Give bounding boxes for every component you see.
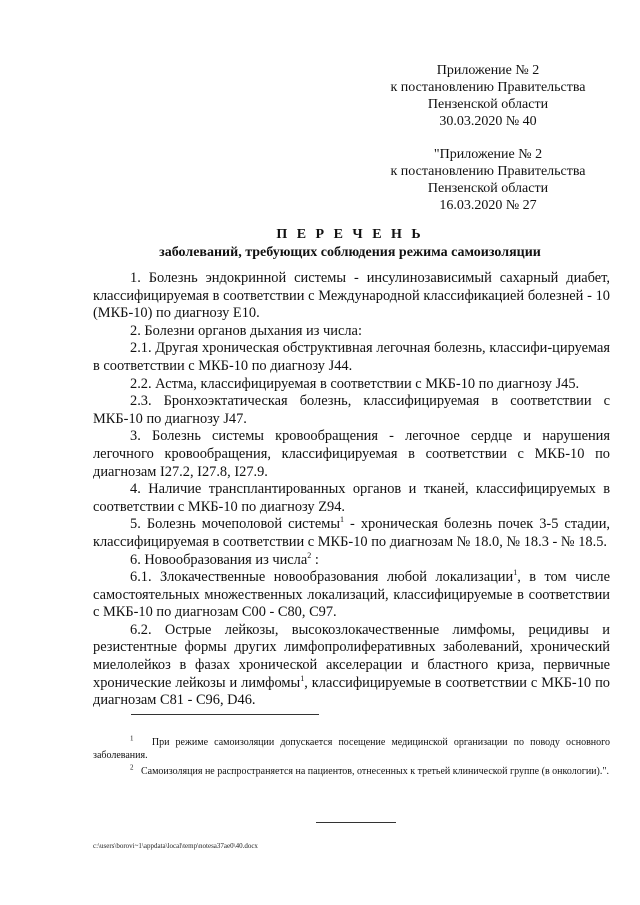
document-title xyxy=(100,226,600,262)
item-text: 6.2. Острые лейкозы, высокозлокачественные лимфомы, рецидивы и резистентные формы других лимфопролиферативных заболеваний, хронический миелолейкоз в фазах хронической акселерации и бластного криза, первичные хронические лейкозы и лимфомы xyxy=(93,621,610,691)
list-item: 2.3. Бронхоэктатическая болезнь, классифицируемая в соответствии с МКБ-10 по диагнозу J47. xyxy=(93,393,610,427)
header-line: Пензенской области xyxy=(427,97,549,112)
list-item: 2.2. Астма, классифицируемая в соответствии с МКБ-10 по диагнозу J45. xyxy=(130,375,580,392)
footnote-ref: 2 xyxy=(307,550,312,560)
footnote-mark: 2 xyxy=(130,763,134,772)
end-separator xyxy=(316,822,396,823)
footnote-separator xyxy=(131,714,319,715)
footnote-ref: 1 xyxy=(513,568,518,578)
list-item: 1. Болезнь эндокринной системы - инсулинозависимый сахарный диабет, классифицируемая в соответствии с Международной классификацией болезней - 10 (МКБ-10) по диагнозу E10. xyxy=(93,270,610,322)
list-item: 3. Болезнь системы кровообращения - легочное сердце и нарушения легочного кровообращения, классифицируемая в соответствии с МКБ-10 по диагнозам I27.2, I27.8, I27.9. xyxy=(93,428,610,480)
item-text: 6.1. Злокачественные новообразования любой локализации xyxy=(130,569,514,586)
appendix-header-current xyxy=(378,62,598,130)
list-item xyxy=(93,552,610,570)
header-date-number: 16.03.2020 № 27 xyxy=(439,198,537,213)
item-text: 6. Новообразования из числа xyxy=(130,551,308,568)
list-item: 2.1. Другая хроническая обструктивная легочная болезнь, классифи-цируемая в соответствии с МКБ-10 по диагнозу J44. xyxy=(93,340,610,374)
appendix-header-original xyxy=(378,146,598,214)
file-path: c:\users\borovi~1\appdata\local\temp\notesa37ae0\40.docx xyxy=(93,842,258,850)
header-date-number: 30.03.2020 № 40 xyxy=(439,114,537,129)
header-line: к постановлению Правительства xyxy=(390,164,586,179)
title-main: П Е Р Е Ч Е Н Ь xyxy=(276,227,424,242)
footnote xyxy=(93,765,610,778)
list-item xyxy=(93,622,610,710)
item-text: - хроническая болезнь почек 3-5 стадии, классифицируемая в соответствии с МКБ-10 по диагнозам № 18.0, № 18.3 - № 18.5. xyxy=(93,516,610,550)
footnote-text: Самоизоляция не распространяется на пациентов, отнесенных к третьей клинической группе (в онкологии).". xyxy=(141,766,609,777)
list-item xyxy=(93,516,610,551)
header-line: Пензенской области xyxy=(427,181,549,196)
footnotes xyxy=(93,736,610,781)
footnote-mark: 1 xyxy=(130,734,134,743)
item-text: , в том числе самостоятельных множественных локализаций, классифицируемые в соответствии с МКБ-10 по диагнозам C00 - C80, C97. xyxy=(93,569,610,621)
item-text: , классифицируемые в соответствии с МКБ-10 по диагнозам C81 - C96, D46. xyxy=(93,674,610,709)
header-line: Приложение № 2 xyxy=(436,63,540,78)
footnote-ref: 1 xyxy=(340,515,344,525)
footnote-text: При режиме самоизоляции допускается посещение медицинской организации по поводу основного заболевания. xyxy=(93,737,610,761)
item-text: 5. Болезнь мочеполовой системы xyxy=(130,516,340,533)
document-body xyxy=(93,270,610,710)
list-item: 2. Болезни органов дыхания из числа: xyxy=(130,322,362,339)
list-item: 4. Наличие трансплантированных органов и тканей, классифицируемых в соответствии с МКБ-10 по диагнозу Z94. xyxy=(93,481,610,515)
footnote xyxy=(93,736,610,762)
item-text: : xyxy=(311,551,319,568)
header-line: к постановлению Правительства xyxy=(390,80,586,95)
list-item xyxy=(93,569,610,622)
title-subtitle: заболеваний, требующих соблюдения режима самоизоляции xyxy=(159,245,541,260)
footnote-ref: 1 xyxy=(300,673,305,683)
header-line: "Приложение № 2 xyxy=(433,147,543,162)
